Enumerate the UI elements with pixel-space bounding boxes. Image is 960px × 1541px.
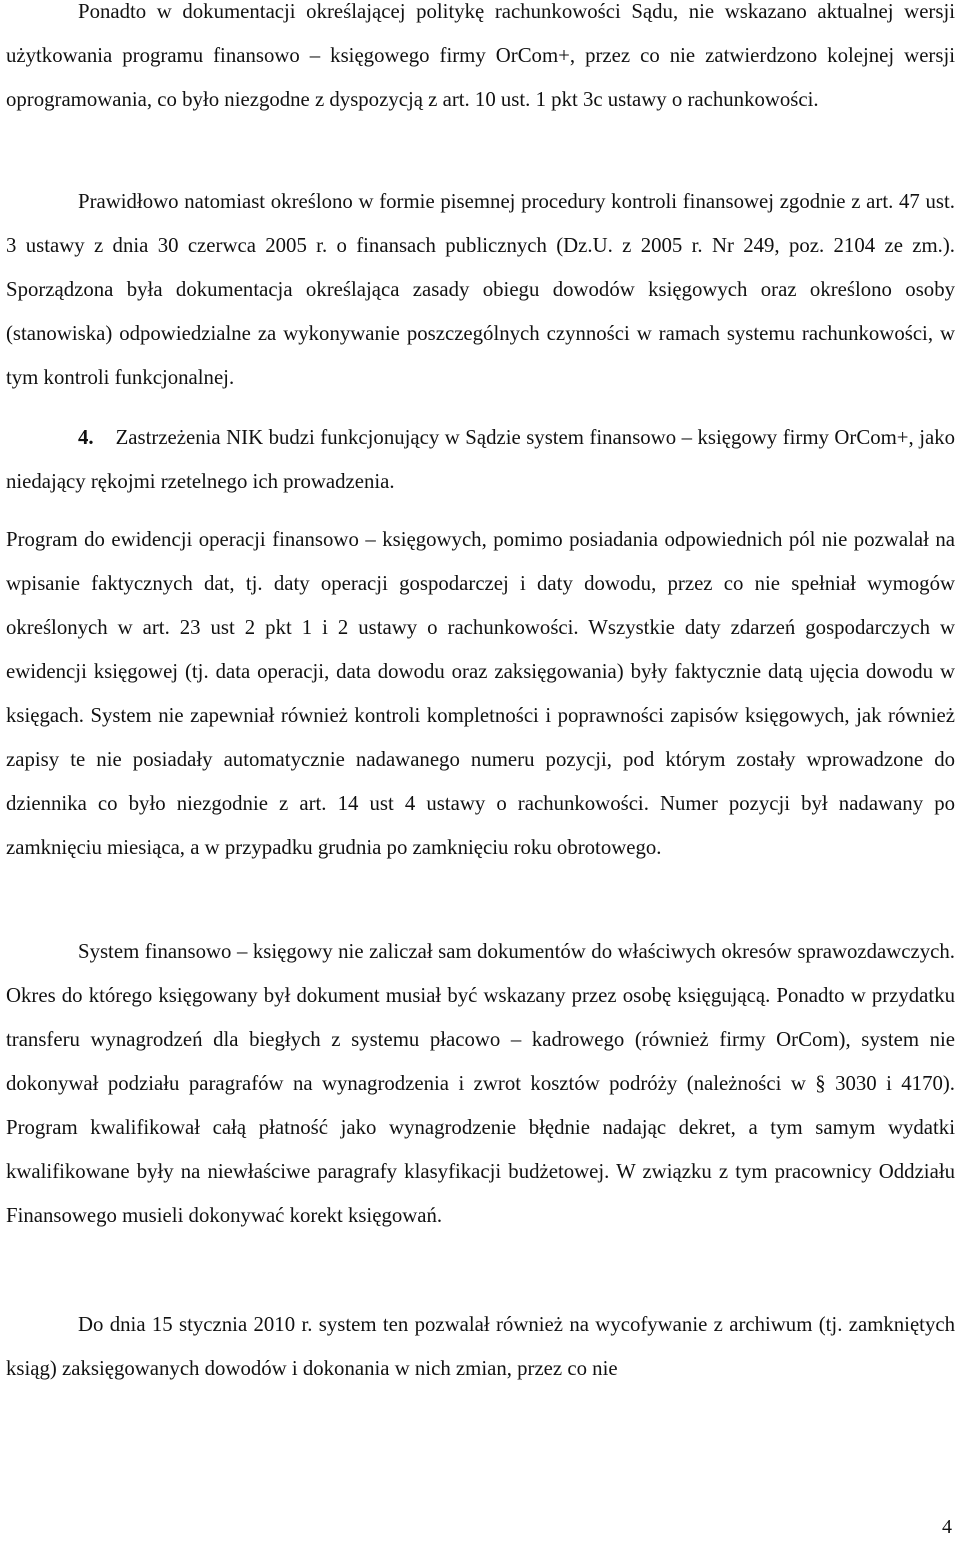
paragraph-program-dates: Program do ewidencji operacji finansowo – księgowych, pomimo posiadania odpowiednich pól nie pozwalał na wpisanie faktycznych dat, tj. daty operacji gospodarczej i daty dowodu, przez co nie spełniał wymogów określonych w art. 23 ust 2 pkt 1 i 2 ustawy o rachunkowości. Wszystkie daty zdarzeń gospodarczych w ewidencji księgowej (tj. data operacji, data dowodu oraz zaksięgowania) były faktycznie datą ujęcia dowodu w księgach. System nie zapewniał również kontroli kompletności i poprawności zapisów księgowych, jak również zapisy te nie posiadały automatycznie nadawanego numeru pozycji, pod którym zostały wprowadzone do dziennika co było niezgodnie z art. 14 ust 4 ustawy o rachunkowości. Numer pozycji był nadawany po zamknięciu miesiąca, a w przypadku grudnia po zamknięciu roku obrotowego. — [6, 528, 955, 859]
paragraph-archive-withdrawal: Do dnia 15 stycznia 2010 r. system ten pozwalał również na wycofywanie z archiwum (tj. zamkniętych ksiąg) zaksięgowanych dowodów i dokonania w nich zmian, przez co nie — [6, 1313, 955, 1380]
section-number: 4. — [78, 426, 94, 449]
page-number: 4 — [942, 1516, 952, 1538]
paragraph-accounting-policy: Ponadto w dokumentacji określającej politykę rachunkowości Sądu, nie wskazano aktualnej wersji użytkowania programu finansowo – księgowego firmy OrCom+, przez co nie zatwierdzono kolejnej wersji oprogramowania, co było niezgodne z dyspozycją z art. 10 ust. 1 pkt 3c ustawy o rachunkowości. — [6, 0, 955, 111]
section-text: Zastrzeżenia NIK budzi funkcjonujący w Sądzie system finansowo – księgowy firmy OrCom+, jako niedający rękojmi rzetelnego ich prowadzenia. — [6, 426, 956, 493]
paragraph-nik-reservations — [6, 416, 955, 504]
paragraph-reporting-periods: System finansowo – księgowy nie zaliczał sam dokumentów do właściwych okresów sprawozdawczych. Okres do którego księgowany był dokument musiał być wskazany przez osobę księgującą. Ponadto w przydatku transferu wynagrodzeń dla biegłych z systemu płacowo – kadrowego (również firmy OrCom), system nie dokonywał podziału paragrafów na wynagrodzenia i zwrot kosztów podróży (należności w § 3030 i 4170). Program kwalifikował całą płatność jako wynagrodzenie błędnie nadając dekret, a tym samym wydatki kwalifikowane były na niewłaściwe paragrafy klasyfikacji budżetowej. W związku z tym pracownicy Oddziału Finansowego musieli dokonywać korekt księgowań. — [6, 940, 955, 1227]
paragraph-financial-control: Prawidłowo natomiast określono w formie pisemnej procedury kontroli finansowej zgodnie z art. 47 ust. 3 ustawy z dnia 30 czerwca 2005 r. o finansach publicznych (Dz.U. z 2005 r. Nr 249, poz. 2104 ze zm.). Sporządzona była dokumentacja określająca zasady obiegu dowodów księgowych oraz określono osoby (stanowiska) odpowiedzialne za wykonywanie poszczególnych czynności w ramach systemu rachunkowości, w tym kontroli funkcjonalnej. — [6, 190, 955, 389]
